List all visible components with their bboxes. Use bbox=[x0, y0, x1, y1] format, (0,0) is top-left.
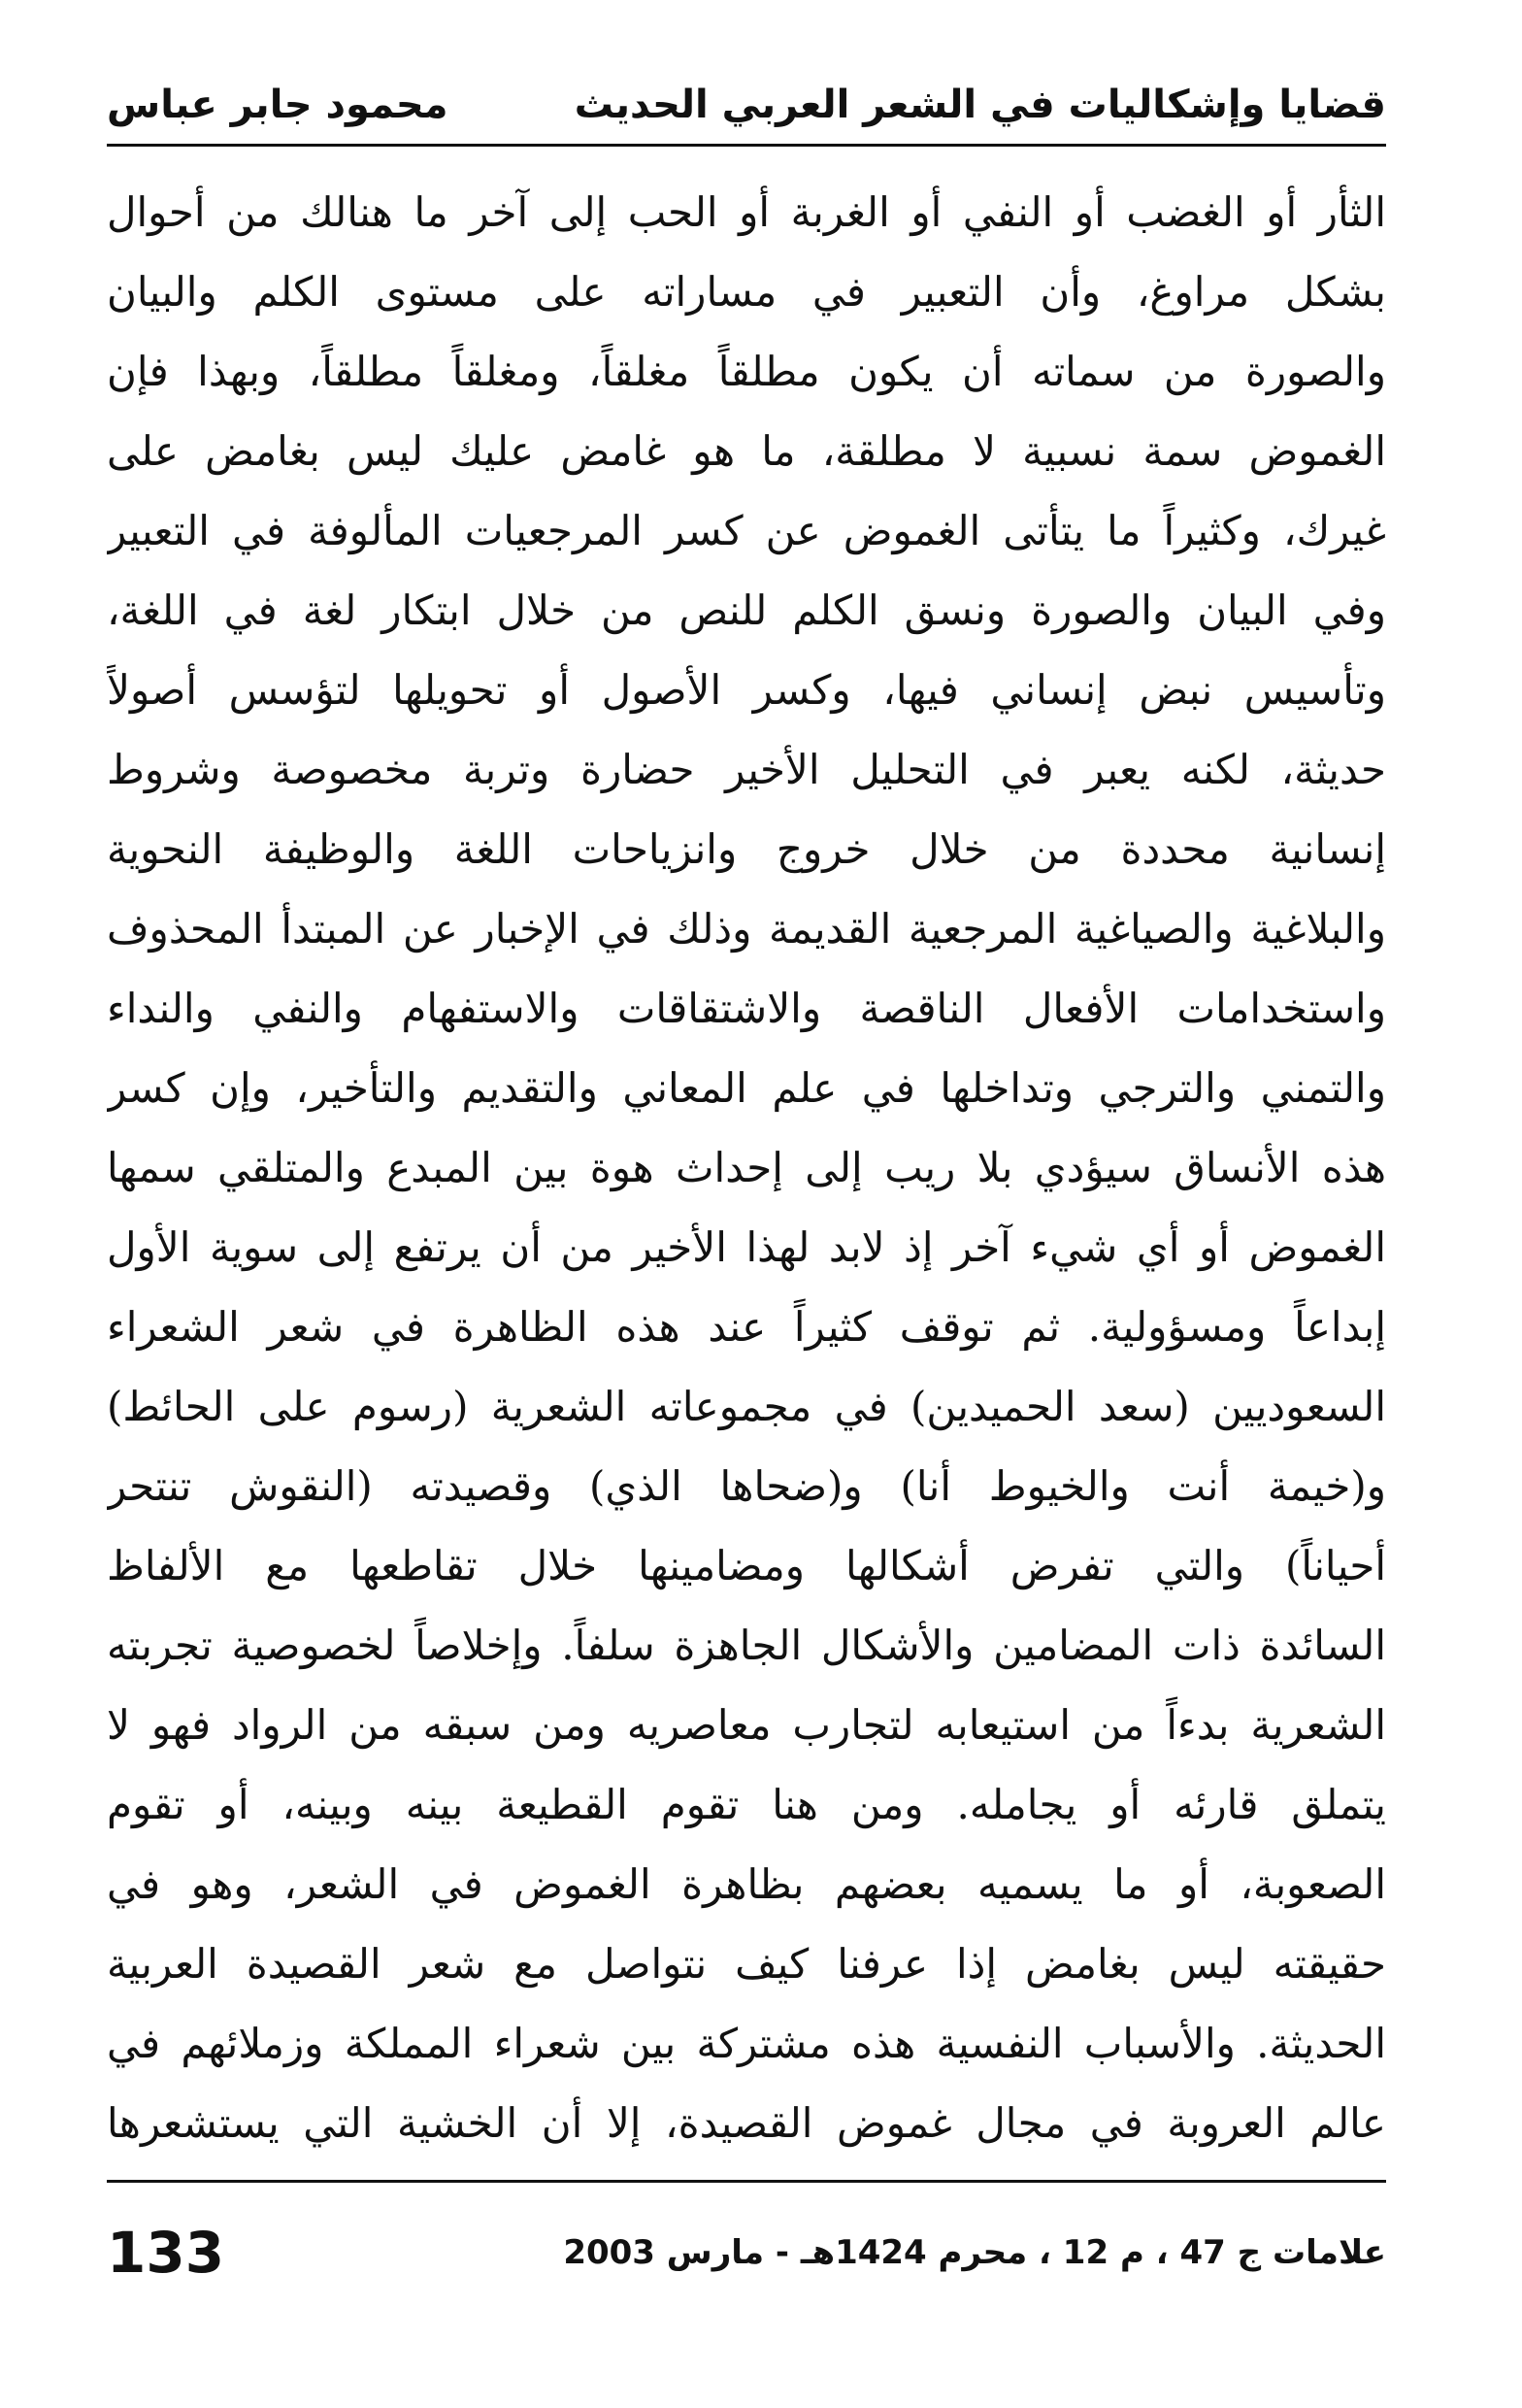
header-divider bbox=[107, 144, 1386, 147]
text-line: السعوديين (سعد الحميدين) في مجموعاته الشعرية (رسوم على الحائط) bbox=[107, 1383, 1386, 1430]
text-line: هذه الأنساق سيؤدي بلا ريب إلى إحداث هوة بين المبدع والمتلقي سمها bbox=[107, 1144, 1386, 1191]
text-line: واستخدامات الأفعال الناقصة والاشتقاقات والاستفهام والنفي والنداء bbox=[107, 985, 1386, 1032]
running-header bbox=[107, 58, 1386, 150]
book-title: قضايا وإشكاليات في الشعر العربي الحديث bbox=[574, 82, 1386, 127]
text-line: إبداعاً ومسؤولية. ثم توقف كثيراً عند هذه الظاهرة في شعر الشعراء bbox=[107, 1303, 1386, 1351]
text-line: يتملق قارئه أو يجامله. ومن هنا تقوم القطيعة بينه وبينه، أو تقوم bbox=[107, 1781, 1386, 1828]
text-line: و(خيمة أنت والخيوط أنا) و(ضحاها الذي) وقصيدته (النقوش تنتحر bbox=[107, 1462, 1386, 1510]
footer-divider bbox=[107, 2180, 1386, 2183]
author-name: محمود جابر عباس bbox=[107, 82, 448, 127]
text-line: وتأسيس نبض إنساني فيها، وكسر الأصول أو تحويلها لتؤسس أصولاً bbox=[107, 666, 1386, 714]
text-line: أحياناً) والتي تفرض أشكالها ومضامينها خلال تقاطعها مع الألفاظ bbox=[107, 1542, 1386, 1589]
text-line: السائدة ذات المضامين والأشكال الجاهزة سلفاً. وإخلاصاً لخصوصية تجربته bbox=[107, 1622, 1386, 1669]
body-text bbox=[107, 173, 1386, 2163]
text-line: الحديثة. والأسباب النفسية هذه مشتركة بين شعراء المملكة وزملائهم في bbox=[107, 2020, 1386, 2067]
text-line: الغموض أو أي شيء آخر إذ لابد لهذا الأخير من أن يرتفع إلى سوية الأول bbox=[107, 1223, 1386, 1271]
text-line: وفي البيان والصورة ونسق الكلم للنص من خلال ابتكار لغة في اللغة، bbox=[107, 586, 1386, 634]
text-line: بشكل مراوغ، وأن التعبير في مساراته على مستوى الكلم والبيان bbox=[107, 268, 1386, 316]
text-line: والتمني والترجي وتداخلها في علم المعاني والتقديم والتأخير، وإن كسر bbox=[107, 1064, 1386, 1112]
text-line: الشعرية بدءاً من استيعابه لتجارب معاصريه ومن سبقه من الرواد فهو لا bbox=[107, 1701, 1386, 1749]
text-line: الغموض سمة نسبية لا مطلقة، ما هو غامض عليك ليس بغامض على bbox=[107, 427, 1386, 475]
page-number: 133 bbox=[107, 2220, 225, 2286]
page-footer bbox=[107, 2209, 1386, 2296]
journal-info: علامات ج 47 ، م 12 ، محرم 1424هـ - مارس 2003 bbox=[563, 2233, 1386, 2272]
text-line: الثأر أو الغضب أو النفي أو الغربة أو الحب إلى آخر ما هنالك من أحوال bbox=[107, 188, 1386, 236]
text-line: الصعوبة، أو ما يسميه بعضهم بظاهرة الغموض في الشعر، وهو في bbox=[107, 1860, 1386, 1908]
text-line: إنسانية محددة من خلال خروج وانزياحات اللغة والوظيفة النحوية bbox=[107, 825, 1386, 873]
text-line: والبلاغية والصياغية المرجعية القديمة وذلك في الإخبار عن المبتدأ المحذوف bbox=[107, 905, 1386, 953]
text-line: والصورة من سماته أن يكون مطلقاً مغلقاً، ومغلقاً مطلقاً، وبهذا فإن bbox=[107, 348, 1386, 395]
text-line: حديثة، لكنه يعبر في التحليل الأخير حضارة وتربة مخصوصة وشروط bbox=[107, 746, 1386, 793]
text-line: عالم العروبة في مجال غموض القصيدة، إلا أن الخشية التي يستشعرها bbox=[107, 2099, 1386, 2147]
text-line: حقيقته ليس بغامض إذا عرفنا كيف نتواصل مع شعر القصيدة العربية bbox=[107, 1940, 1386, 1988]
text-line: غيرك، وكثيراً ما يتأتى الغموض عن كسر المرجعيات المألوفة في التعبير bbox=[107, 507, 1386, 554]
